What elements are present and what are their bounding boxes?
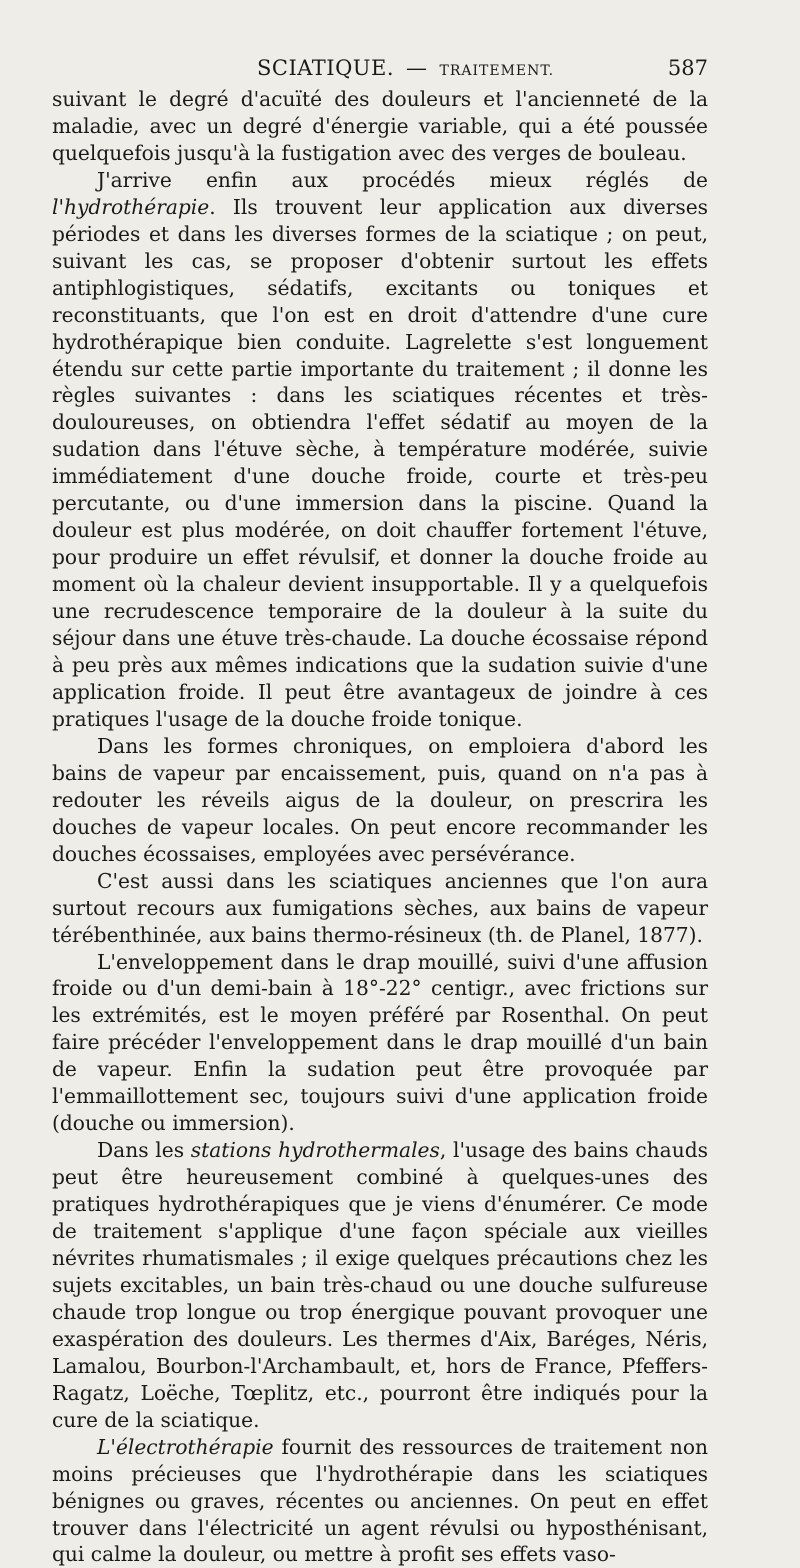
paragraph-fumigations <box>52 868 708 949</box>
subsection-title: TRAITEMENT. <box>439 63 555 79</box>
paragraph-stations-hydrothermales <box>52 1137 708 1433</box>
running-header <box>52 52 708 86</box>
page-number: 587 <box>667 56 708 80</box>
paragraph-text: C'est aussi dans les sciatiques anciennes que l'on aura surtout recours aux fumigations sèches, aux bains de vapeur térébenthinée, aux bains thermo-résineux (th. de Planel, 1877). <box>52 868 708 947</box>
paragraph-continuation <box>52 86 708 167</box>
body-text <box>52 86 708 1568</box>
running-title <box>257 56 554 80</box>
paragraph-text: , l'usage des bains chauds peut être heureusement combiné à quelques-unes des pratiques hydrothérapiques que je viens d'énumérer. Ce mode de traitement s'applique d'une façon spéciale aux vieilles névrites rhumatismales ; il exige quelques précautions chez les sujets excitables, un bain très-chaud ou une douche sulfureuse chaude trop longue ou trop énergique pouvant provoquer une exaspération des douleurs. Les thermes d'Aix, Baréges, Néris, Lamalou, Bourbon-l'Archambault, et, hors de France, Pfeffers-Ragatz, Loëche, Tœplitz, etc., pourront être indiqués pour la cure de la sciatique. <box>52 1138 709 1432</box>
paragraph-enveloppement <box>52 949 708 1138</box>
paragraph-electrotherapie <box>52 1434 708 1568</box>
paragraph-formes-chroniques <box>52 733 708 868</box>
italic-term: l'hydrothérapie <box>52 194 210 219</box>
italic-term: stations hydrothermales <box>190 1138 440 1163</box>
paragraph-hydrotherapie <box>52 167 708 733</box>
paragraph-text: J'arrive enfin aux procédés mieux réglés de <box>97 167 708 192</box>
section-title: SCIATIQUE. <box>257 56 394 80</box>
paragraph-text: fournit des ressources de traitement non moins précieuses que l'hydrothérapie dans les sciatiques bénignes ou graves, récentes ou anciennes. On peut en effet trouver dans l'électricité un agent révulsi ou hyposthénisant, qui calme la douleur, ou mettre à profit ses effets vaso- <box>52 1434 708 1567</box>
italic-term: L'électrothérapie <box>97 1434 274 1459</box>
paragraph-text: Dans les <box>97 1138 191 1163</box>
paragraph-text: Dans les formes chroniques, on emploiera d'abord les bains de vapeur par encaissement, puis, quand on n'a pas à redouter les réveils aigus de la douleur, on prescrira les douches de vapeur locales. On peut encore recommander les douches écossaises, employées avec persévérance. <box>52 733 708 866</box>
paragraph-text: suivant le degré d'acuïté des douleurs et l'ancienneté de la maladie, avec un degré d'énergie variable, qui a été poussée quelquefois jusqu'à la fustigation avec des verges de bouleau. <box>52 87 708 165</box>
paragraph-text: . Ils trouvent leur application aux diverses périodes et dans les diverses formes de la sciatique ; on peut, suivant les cas, se proposer d'obtenir surtout les effets antiphlogistiques, sédatifs, excitants ou toniques et reconstituants, que l'on est en droit d'attendre d'une cure hydrothérapique bien conduite. Lagrelette s'est longuement étendu sur cette partie importante du traitement ; il donne les règles suivantes : dans les sciatiques récentes et très-douloureuses, on obtiendra l'effet sédatif au moyen de la sudation dans l'étuve sèche, à température modérée, suivie immédiatement d'une douche froide, courte et très-peu percutante, ou d'une immersion dans la piscine. Quand la douleur est plus modérée, on doit chauffer fortement l'étuve, pour produire un effet révulsif, et donner la douche froide au moment où la chaleur devient insupportable. Il y a quelquefois une recrudescence temporaire de la douleur à la suite du séjour dans une étuve très-chaude. La douche écossaise répond à peu près aux mêmes indications que la sudation suivie d'une application froide. Il peut être avantageux de joindre à ces pratiques l'usage de la douche froide tonique. <box>52 194 708 731</box>
paragraph-text: L'enveloppement dans le drap mouillé, suivi d'une affusion froide ou d'un demi-bain à 18°-22° centigr., avec frictions sur les extrémités, est le moyen préféré par Rosenthal. On peut faire précéder l'enveloppement dans le drap mouillé d'un bain de vapeur. Enfin la sudation peut être provoquée par l'emmaillottement sec, toujours suivi d'une application froide (douche ou immersion). <box>52 949 708 1136</box>
title-separator: — <box>406 56 428 80</box>
